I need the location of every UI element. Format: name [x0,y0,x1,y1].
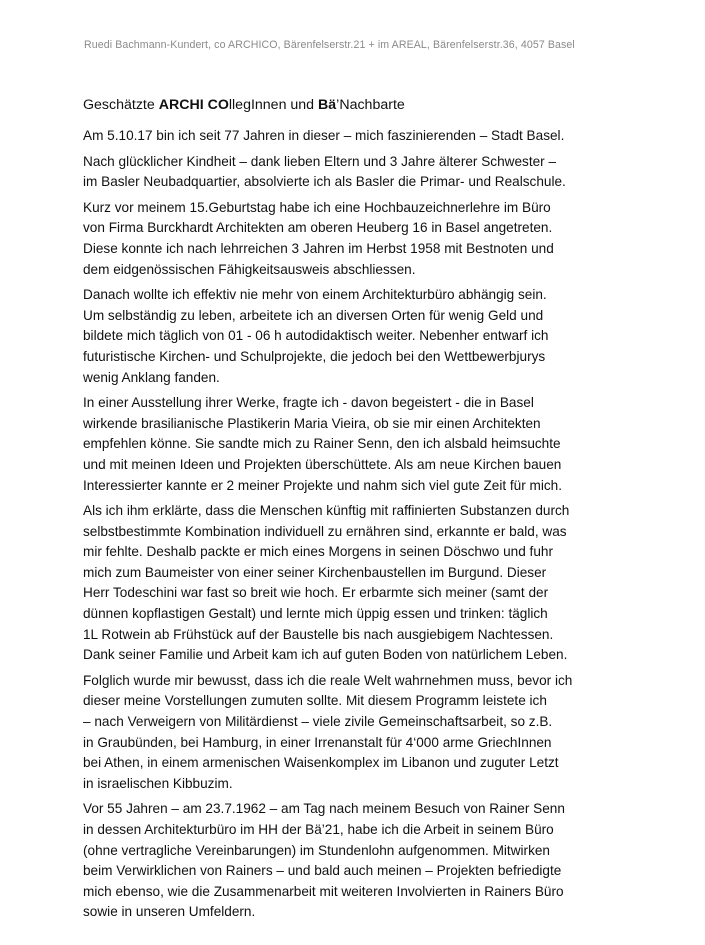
text-line: Dank seiner Familie und Arbeit kam ich auf guten Boden von natürlichem Leben. [83,647,568,663]
paragraph [83,671,623,795]
letterhead: Ruedi Bachmann-Kundert, co ARCHICO, Bärenfelserstr.21 + im AREAL, Bärenfelserstr.36, 4057 Basel [84,39,575,51]
text-line: in Graubünden, bei Hamburg, in einer Irrenanstalt für 4‘000 arme GriechInnen [83,734,552,750]
paragraph [83,799,623,923]
text-line: empfehlen könne. Sie sandte mich zu Rainer Senn, den ich alsbald heimsuchte [83,436,561,452]
paragraph [83,501,623,666]
salutation-bold: ARCHI CO [158,97,229,113]
text-line: in israelischen Kibbuzim. [83,775,233,791]
text-line: bei Athen, in einem armenischen Waisenkomplex im Libanon und zuguter Letzt [83,755,559,771]
salutation-bold: Bä [318,97,337,113]
text-line: sowie in unseren Umfeldern. [83,904,256,920]
letter-body [83,126,623,928]
text-line: mich zum Baumeister von einer seiner Kirchenbaustellen im Burgund. Dieser [83,564,547,580]
text-line: dem eidgenössischen Fähigkeitsausweis abschliessen. [83,261,416,277]
text-line: – nach Verweigern von Militärdienst – viele zivile Gemeinschaftsarbeit, so z.B. [83,714,553,730]
text-line: im Basler Neubadquartier, absolvierte ich als Basler die Primar- und Realschule. [83,174,566,190]
salutation-part: Geschätzte [83,97,159,113]
text-line: mir fehlte. Deshalb packte er mich eines Morgens in seinen Döschwo und fuhr [83,544,553,560]
text-line: wirkende brasilianische Plastikerin Maria Vieira, ob sie mir einen Architekten [83,415,541,431]
text-line: von Firma Burckhardt Architekten am oberen Heuberg 16 in Basel angetreten. [83,220,553,236]
text-line: Am 5.10.17 bin ich seit 77 Jahren in dieser – mich faszinierenden – Stadt Basel. [83,128,565,143]
text-line: In einer Ausstellung ihrer Werke, fragte ich - davon begeistert - die in Basel [83,395,534,411]
paragraph [83,126,623,147]
paragraph [83,393,623,496]
text-line: mich ebenso, wie die Zusammenarbeit mit weiteren Involvierten in Rainers Büro [83,883,564,899]
text-line: 1L Rotwein ab Frühstück auf der Baustelle bis nach ausgiebigem Nachtessen. [83,626,554,642]
paragraph [83,152,623,193]
text-line: selbstbestimmte Kombination individuell zu ernähren sind, erkannte er bald, was [83,523,567,539]
text-line: Diese konnte ich nach lehrreichen 3 Jahren im Herbst 1958 mit Bestnoten und [83,240,554,256]
text-line: (ohne vertragliche Vereinbarungen) im Stundenlohn aufgenommen. Mitwirken [83,842,550,858]
salutation [83,97,405,113]
text-line: beim Verwirklichen von Rainers – und bald auch meinen – Projekten befriedigte [83,863,562,879]
text-line: Folglich wurde mir bewusst, dass ich die reale Welt wahrnehmen muss, bevor ich [83,672,573,688]
text-line: bildete mich täglich von 01 - 06 h autodidaktisch weiter. Nebenher entwarf ich [83,328,549,344]
text-line: Vor 55 Jahren – am 23.7.1962 – am Tag nach meinem Besuch von Rainer Senn [83,801,565,817]
text-line: Interessierter kannte er 2 meiner Projekte und nahm sich viel gute Zeit für mich. [83,477,563,493]
text-line: Danach wollte ich effektiv nie mehr von einem Architekturbüro abhängig sein. [83,287,547,303]
salutation-part: ’Nachbarte [336,97,405,113]
text-line: dünnen kopflastigen Gestalt) und lernte mich üppig essen und trinken: täglich [83,606,548,622]
paragraph [83,285,623,388]
salutation-part: llegInnen und [228,97,319,113]
paragraph [83,198,623,280]
text-line: und mit meinen Ideen und Projekten überschüttete. Als am neue Kirchen bauen [83,456,562,472]
text-line: Um selbständig zu leben, arbeitete ich an diversen Orten für wenig Geld und [83,307,544,323]
text-line: Kurz vor meinem 15.Geburtstag habe ich eine Hochbauzeichnerlehre im Büro [83,199,551,215]
text-line: in dessen Architekturbüro im HH der Bä’21, habe ich die Arbeit in seinem Büro [83,822,554,837]
text-line: Nach glücklicher Kindheit – dank lieben Eltern und 3 Jahre älterer Schwester – [83,153,557,169]
text-line: wenig Anklang fanden. [83,369,220,385]
text-line: Herr Todeschini war fast so breit wie hoch. Er erbarmte sich meiner (samt der [83,585,549,601]
text-line: futuristische Kirchen- und Schulprojekte, die jedoch bei den Wettbewerbjurys [83,348,546,364]
text-line: dieser meine Vorstellungen zumuten sollte. Mit diesem Programm leistete ich [83,693,547,709]
text-line: Als ich ihm erklärte, dass die Menschen künftig mit raffinierten Substanzen durch [83,503,570,519]
